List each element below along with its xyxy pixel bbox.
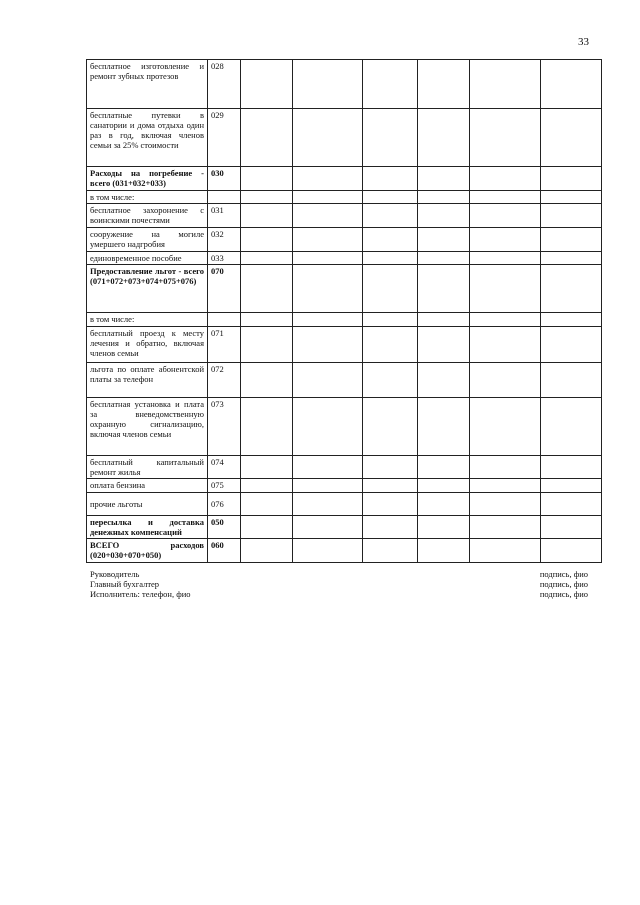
signature-role: Руководитель <box>90 569 140 579</box>
table-row <box>87 456 602 479</box>
signature-placeholder: подпись, фио <box>539 569 588 579</box>
table-row <box>87 313 602 327</box>
row-name: сооружение на могиле умершего надгробия <box>87 228 208 252</box>
table-row <box>87 265 602 313</box>
row-code: 033 <box>208 252 241 265</box>
row-name: бесплатные путевки в санатории и дома отдыха один раз в год, включая членов семьи за 25% стоимости <box>87 109 208 167</box>
row-name: ВСЕГО расходов (020+030+070+050) <box>87 539 208 563</box>
row-code: 029 <box>208 109 241 167</box>
row-code: 028 <box>208 60 241 109</box>
report-table <box>86 59 602 563</box>
row-code: 070 <box>208 265 241 313</box>
row-name: бесплатный капитальный ремонт жилья <box>87 456 208 479</box>
row-code: 031 <box>208 204 241 228</box>
row-name: бесплатный проезд к месту лечения и обратно, включая членов семьи <box>87 327 208 363</box>
row-name: в том числе: <box>87 313 208 327</box>
table-row <box>87 539 602 563</box>
table-row <box>87 398 602 456</box>
table-row <box>87 516 602 539</box>
row-name: бесплатная установка и плата за вневедомственную охранную сигнализацию, включая членов семьи <box>87 398 208 456</box>
row-code: 073 <box>208 398 241 456</box>
table-row <box>87 363 602 398</box>
table-row <box>87 204 602 228</box>
signature-role: Главный бухгалтер <box>90 579 160 589</box>
signature-role: Исполнитель: телефон, фио <box>90 589 191 599</box>
row-name: бесплатное захоронение с воинскими почестями <box>87 204 208 228</box>
row-code: 072 <box>208 363 241 398</box>
row-name: в том числе: <box>87 191 208 204</box>
row-name: Предоставление льгот - всего (071+072+073+074+075+076) <box>87 265 208 313</box>
row-code: 060 <box>208 539 241 563</box>
row-name: Расходы на погребение - всего (031+032+033) <box>87 167 208 191</box>
row-name: оплата бензина <box>87 479 208 493</box>
row-name: льгота по оплате абонентской платы за телефон <box>87 363 208 398</box>
table-row <box>87 493 602 516</box>
row-code: 075 <box>208 479 241 493</box>
row-code: 074 <box>208 456 241 479</box>
table-row <box>87 479 602 493</box>
row-name: единовременное пособие <box>87 252 208 265</box>
table-row <box>87 60 602 109</box>
row-code: 032 <box>208 228 241 252</box>
table-row <box>87 327 602 363</box>
row-name: прочие льготы <box>87 493 208 516</box>
table-row <box>87 191 602 204</box>
row-code <box>208 313 241 327</box>
signature-placeholder: подпись, фио <box>539 579 588 589</box>
table-row <box>87 228 602 252</box>
row-name: бесплатное изготовление и ремонт зубных протезов <box>87 60 208 109</box>
row-code: 076 <box>208 493 241 516</box>
row-name: пересылка и доставка денежных компенсаций <box>87 516 208 539</box>
page-number: 33 <box>578 36 589 48</box>
row-code: 050 <box>208 516 241 539</box>
row-code <box>208 191 241 204</box>
table-row <box>87 252 602 265</box>
table-row <box>87 167 602 191</box>
row-code: 030 <box>208 167 241 191</box>
table-row <box>87 109 602 167</box>
signature-placeholder: подпись, фио <box>539 589 588 599</box>
row-code: 071 <box>208 327 241 363</box>
